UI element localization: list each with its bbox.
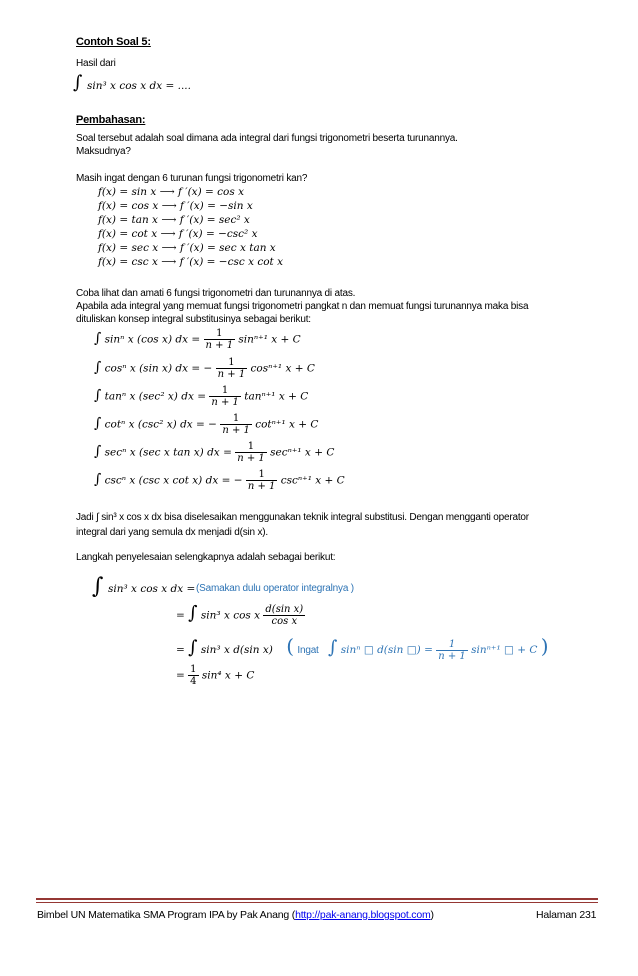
fraction-num: 1 [221, 385, 229, 396]
para1-line1: Soal tersebut adalah soal dimana ada integral dari fungsi trigonometri beserta turunannya. [76, 133, 458, 144]
fraction-den: n + 1 [217, 369, 246, 380]
integral-sign: ∫ [188, 637, 198, 658]
fraction-num: 1 [216, 328, 223, 339]
question-expression: sin³ x cos x dx = .... [87, 80, 191, 92]
fraction [216, 357, 248, 380]
fraction-num: 1 [448, 638, 456, 650]
fraction [246, 469, 278, 492]
formula-lhs: tanⁿ x (sec² x) dx = [104, 390, 206, 403]
solution-expr: sin⁴ x + C [201, 669, 255, 682]
solution-line4 [176, 664, 254, 687]
fraction-num: 1 [228, 357, 235, 368]
footer-text: Bimbel UN Matematika SMA Program IPA by Pak Anang ( [37, 909, 296, 921]
formula-rhs: secⁿ⁺¹ x + C [270, 446, 335, 459]
paren-close: ) [540, 634, 549, 658]
formula-lhs: cosⁿ x (sin x) dx = − [104, 362, 213, 375]
paren-open: ( [286, 634, 295, 658]
solution-line2 [176, 604, 305, 627]
fraction-num: 1 [190, 664, 197, 675]
integral-sign: ∫ [94, 387, 102, 404]
formula-rhs: sinⁿ⁺¹ x + C [238, 333, 301, 346]
formula-rhs: cosⁿ⁺¹ x + C [250, 362, 315, 375]
para2-intro: Masih ingat dengan 6 turunan fungsi trigonometri kan? [76, 173, 308, 184]
fraction [209, 385, 241, 408]
fraction-den: cos x [263, 615, 305, 627]
para3-line1: Coba lihat dan amati 6 fungsi trigonometri dan turunannya di atas. [76, 288, 356, 299]
fraction-num: d(sin x) [265, 604, 304, 615]
fraction-num: 1 [247, 441, 255, 452]
question-intro: Hasil dari [76, 58, 116, 69]
footer-text: ) [430, 909, 434, 921]
fraction [436, 639, 468, 662]
footer-link[interactable]: http://pak-anang.blogspot.com [295, 909, 431, 921]
integral-sign: ∫ [94, 359, 102, 376]
formula-row [94, 328, 301, 351]
fraction [263, 604, 305, 627]
integral-sign: ∫ [327, 637, 338, 658]
derivative-row: f(x) = cos x ⟶ f ′(x) = −sin x [98, 200, 253, 212]
derivative-row: f(x) = tan x ⟶ f ′(x) = sec² x [98, 214, 250, 226]
formula-row [94, 469, 345, 492]
example-heading: Contoh Soal 5: [76, 36, 151, 48]
fraction-num: 1 [258, 469, 265, 480]
fraction-den: n + 1 [211, 397, 239, 408]
note-expr: sinⁿ □ d(sin □) = [340, 644, 433, 656]
derivative-row: f(x) = sec x ⟶ f ′(x) = sec x tan x [98, 242, 276, 254]
integral-sign: ∫ [94, 330, 102, 347]
integral-sign: ∫ [92, 574, 104, 599]
integral-sign: ∫ [73, 72, 83, 93]
solution-line3 [176, 634, 549, 662]
page-number: Halaman 231 [536, 909, 597, 921]
para4-line1: Jadi ∫ sin³ x cos x dx bisa diselesaikan menggunakan teknik integral substitusi. Dengan mengganti operator [76, 512, 529, 523]
footer-rule [36, 902, 598, 903]
fraction [188, 664, 198, 687]
solution-expr: sin³ x cos x [200, 609, 261, 622]
para3-line3: dituliskan konsep integral substitusinya sebagai berikut: [76, 314, 311, 325]
note-rhs: sinⁿ⁺¹ □ + C [471, 644, 538, 656]
integral-sign: ∫ [94, 415, 102, 432]
solution-expr: sin³ x d(sin x) [200, 644, 273, 656]
para3-line2: Apabila ada integral yang memuat fungsi trigonometri pangkat n dan memuat fungsi turunannya maka bisa [76, 301, 529, 312]
footer-rule [36, 898, 598, 900]
equals-sign: = [176, 609, 185, 622]
equals-sign: = [176, 644, 185, 656]
note-label: Ingat [297, 645, 319, 656]
fraction-den: n + 1 [438, 650, 466, 662]
fraction [235, 441, 267, 464]
footer-left [37, 909, 434, 921]
formula-lhs: cscⁿ x (csc x cot x) dx = − [104, 474, 243, 487]
integral-sign: ∫ [188, 602, 198, 624]
fraction-den: n + 1 [222, 425, 250, 436]
derivative-row: f(x) = sin x ⟶ f ′(x) = cos x [98, 186, 245, 198]
formula-rhs: cscⁿ⁺¹ x + C [280, 474, 345, 487]
equals-sign: = [176, 669, 185, 682]
formula-lhs: cotⁿ x (csc² x) dx = − [104, 418, 217, 431]
formula-row [94, 441, 334, 464]
solution-note1: (Samakan dulu operator integralnya ) [196, 583, 354, 594]
para5: Langkah penyelesaian selengkapnya adalah sebagai berikut: [76, 552, 336, 563]
formula-row [94, 385, 308, 408]
formula-rhs: tanⁿ⁺¹ x + C [244, 390, 309, 403]
derivative-row: f(x) = csc x ⟶ f ′(x) = −csc x cot x [98, 256, 284, 268]
solution-line1: sin³ x cos x dx = [108, 583, 196, 595]
formula-row [94, 413, 318, 436]
formula-lhs: secⁿ x (sec x tan x) dx = [104, 446, 232, 459]
para1-line2: Maksudnya? [76, 146, 131, 157]
fraction-den: 4 [190, 676, 197, 687]
integral-sign: ∫ [94, 471, 102, 488]
integral-sign: ∫ [94, 443, 102, 460]
formula-lhs: sinⁿ x (cos x) dx = [104, 333, 201, 346]
fraction-den: n + 1 [205, 340, 234, 351]
derivative-row: f(x) = cot x ⟶ f ′(x) = −csc² x [98, 228, 258, 240]
para4-line2: integral dari yang semula dx menjadi d(sin x). [76, 527, 269, 538]
formula-rhs: cotⁿ⁺¹ x + C [255, 418, 319, 431]
fraction-num: 1 [232, 413, 240, 424]
formula-row [94, 357, 315, 380]
fraction-den: n + 1 [237, 453, 265, 464]
discussion-heading: Pembahasan: [76, 114, 146, 126]
fraction-den: n + 1 [247, 481, 276, 492]
fraction [204, 328, 236, 351]
fraction [220, 413, 252, 436]
